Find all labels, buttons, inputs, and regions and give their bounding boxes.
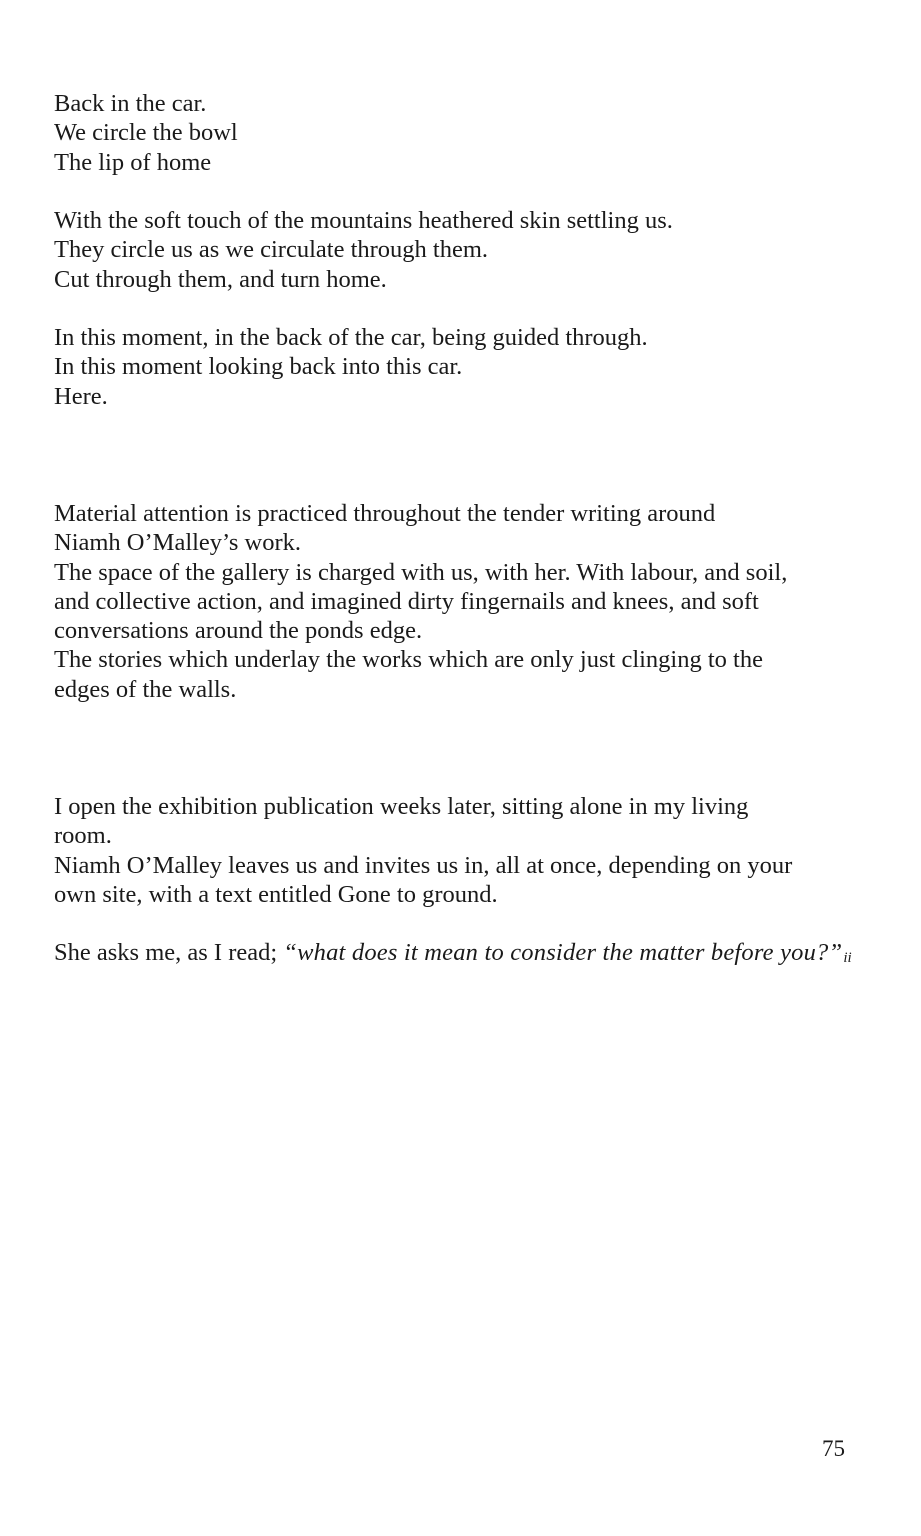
text-line: The stories which underlay the works which are only just clinging to the xyxy=(54,646,763,674)
text-line: Niamh O’Malley’s work. xyxy=(54,529,301,557)
text-line: Niamh O’Malley leaves us and invites us in, all at once, depending on your xyxy=(54,851,793,879)
text-line: I open the exhibition publication weeks later, sitting alone in my living xyxy=(54,793,749,820)
text-line: Cut through them, and turn home. xyxy=(54,265,387,293)
text-line: room. xyxy=(54,822,112,850)
text-line: In this moment looking back into this car. xyxy=(54,353,463,381)
stanza-mountains xyxy=(54,206,874,294)
text-line: own site, with a text entitled Gone to ground. xyxy=(54,880,498,908)
text-line: In this moment, in the back of the car, being guided through. xyxy=(54,324,648,351)
text-line: Back in the car. xyxy=(54,90,207,117)
text-line: With the soft touch of the mountains heathered skin settling us. xyxy=(54,207,673,234)
text-line: We circle the bowl xyxy=(54,119,238,147)
stanza-in-this-moment xyxy=(54,323,874,411)
text-line: The lip of home xyxy=(54,148,212,176)
text-line: conversations around the ponds edge. xyxy=(54,617,423,645)
text-line xyxy=(54,938,874,973)
paragraph-she-asks xyxy=(54,938,874,973)
footnote-marker: ii xyxy=(843,950,852,966)
lead-text: She asks me, as I read; xyxy=(54,939,284,966)
page-number: 75 xyxy=(822,1436,845,1461)
paragraph-exhibition-publication xyxy=(54,792,874,909)
text-line: They circle us as we circulate through them. xyxy=(54,236,489,264)
text-line: edges of the walls. xyxy=(54,675,237,703)
text-line: Here. xyxy=(54,382,108,410)
paragraph-material-attention xyxy=(54,499,874,704)
italic-quote: “what does it mean to consider the matter before you?” xyxy=(283,939,843,966)
text-line: and collective action, and imagined dirty fingernails and knees, and soft xyxy=(54,587,759,615)
text-line: Material attention is practiced throughout the tender writing around xyxy=(54,500,716,527)
stanza-back-in-the-car xyxy=(54,89,874,177)
text-line: The space of the gallery is charged with us, with her. With labour, and soil, xyxy=(54,558,788,586)
